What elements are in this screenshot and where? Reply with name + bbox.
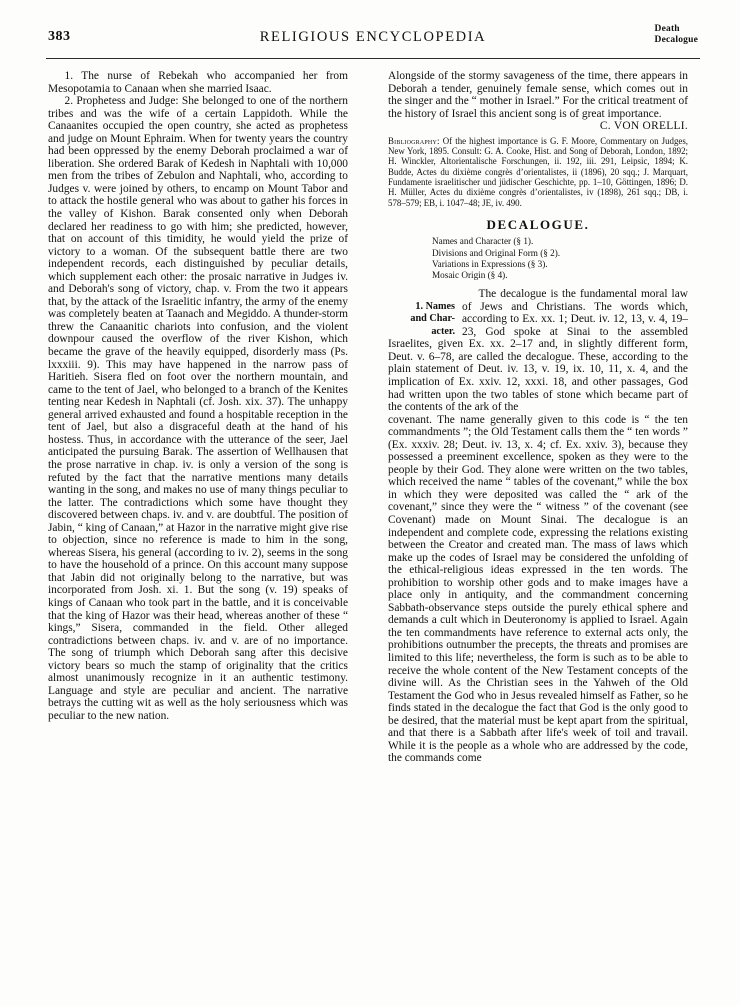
sidenote-line-2: and Char- xyxy=(410,313,455,325)
paragraph-entry-2: 2. Prophetess and Judge: She belonged to one of the northern tribes and was the wife of a certain Lappidoth. While the Canaanites occupied the open country, she acted as prophetess and judge on Mount Ephraim. When for twenty years the country had been oppressed by the enemy Deborah proclaimed a war of liberation. She ordered Barak of Kedesh in Naphtali with 10,000 men from the tribes of Zebulon and Naphtali, who, according to Judges v. were joined by others, to encamp on Mount Tabor and to attack the hostile general who was about to gather his forces in the valley of Kishon. Barak consented only when Deborah declared her readiness to go with him; she predicted, however, that on account of this timidity, he would yield the prize of victory to a woman. Of the subsequent battle there are two independent records, each distinguished by peculiar details, which supplement each other: the prosaic narrative in Judges iv. and Deborah's song of victory, chap. v. From the two it appears that, by the attack of the Israelitic infantry, the army of the enemy was completely beaten at Taanach and Megiddo. A thunder-storm threw the Canaanitic chariots into confusion, and the violent downpour caused the overflow of the river Kishon, which became the grave of the heavily equipped, disorderly mass (Ps. lxxxiii. 9). This may have happened in the narrow pass of Haritieh. Sisera fled on foot over the northern mountain, and came to the tent of Jael, who belonged to a branch of the Kenites tenting near Kedesh in Naphtali (cf. Josh. xix. 37). The unhappy general arrived exhausted and found a hospitable reception in the tent of Jael, but also a disgraceful death at the hand of his hostess. Thus, in accordance with the utterance of the seer, Jael anticipated the pursuing Barak. The assertion of Wellhausen that the prose narrative in chap. iv. is only a version of the song is refuted by the fact that the narrative mentions many details wanting in the song, and makes no use of many things peculiar to the latter. The contradictions which some have thought they discovered between chaps. iv. and v. are doubtful. The position of Jabin, “ king of Canaan,” at Hazor in the narrative might give rise to objection, since no reference is made to him in the song, whereas Sisera, his general (according to iv. 2), seems in the song to have the household of a prince. On this account many suppose that Jabin did not originally belong to the narrative, but was incorporated from Josh. xi. 1. But the song (v. 19) speaks of kings of Canaan who took part in the battle, and it is conceivable that the king of Hazor was their head, whereas another of these “ kings,” Sisera, commanded in the field. Other alleged contradictions between chaps. iv. and v. are of no importance. The song of triumph which Deborah sang after this decisive victory bears so much the stamp of originality that the critics almost unanimously recognize in it an authentic testimony. Language and style are peculiar and ancient. The narrative betrays the cutting wit as well as the holy seriousness which was peculiar to the new nation. xyxy=(48,95,348,722)
article-heading: DECALOGUE. xyxy=(486,216,590,232)
running-head xyxy=(48,26,698,56)
paragraph-decalogue-rest: covenant. The name generally given to this code is “ the ten commandments ”; the Old Testament calls them the “ ten words ” (Ex. xxxiv. 28; Deut. iv. 13, x. 4; cf. Ex. xxiv. 3), because they possessed a preeminent excellence, spoken as they were to the people by their God. They alone were written on the two tables, which received the name “ tables of the covenant,” while the box in which they were deposited was called the “ ark of the covenant,” since they were the “ witness ” of the covenant (see Covenant) made on Mount Sinai. The decalogue is an independent and complete code, expressing the relations existing between the Creator and created man. The mass of laws which make up the codes of Israel may be considered the unfolding of the ethical-religious ideas expressed in the ten words. The prohibition to worship other gods and to make images have a place only in antiquity, and the commandment concerning Sabbath-observance steps outside the purely ethical sphere and demands a cult which in Deuteronomy is applied to Israel. Again the ten commandments have reference to external acts only, the prohibitions outnumber the precepts, the threats and promises are limited to this life; nevertheless, the form is such as to be able to receive the whole content of the New Testament concepts of the divine will. As the Christian sees in the Yahweh of the Old Testament the God who in Jesus revealed himself as Father, so he finds stated in the decalogue the fact that God is the only good to be desired, that the material must be kept apart from the spiritual, and that there is a Sabbath after life's week of toil and travail. While it is the people as a whole who are addressed by the code, the commands come xyxy=(388,413,688,765)
header-rule xyxy=(46,58,700,59)
catchword-second: Decalogue xyxy=(654,34,698,45)
article-outline xyxy=(432,236,688,281)
bibliography-text: Of the highest importance is G. F. Moore, Commentary on Judges, New York, 1895. Consult: G. A. Cooke, Hist. and Song of Deborah, London, 1892; H. Winckler, Altorientalische Forschungen, ii. 192, iii. 291, Leipsic, 1894; K. Budde, Actes du dixième congrès d’orientalistes, ii (1896), 20 sqq.; J. Marquart, Fundamente israelitischer und jüdischer Geschichte, pp. 1–10, Göttingen, 1896; D. H. Müller, Actes du dixième congrès d’orientalistes, iv (1898), 261 sqq.; DB, i. 578–579; EB, i. 1047–48; JE, iv. 490. xyxy=(388,135,688,208)
outline-item-1: Names and Character (§ 1). xyxy=(432,236,534,247)
running-title: RELIGIOUS ENCYCLOPEDIA xyxy=(259,29,487,45)
sidenote-label-1: Names xyxy=(425,300,455,312)
sidenote-number: 1. xyxy=(415,300,424,312)
page-number: 383 xyxy=(48,29,71,44)
right-column xyxy=(388,70,688,988)
sidenote-line-1 xyxy=(388,301,455,314)
bibliography xyxy=(388,136,688,208)
left-column xyxy=(48,70,348,988)
author-signature: C. VON ORELLI. xyxy=(599,120,688,133)
marginal-sidenote xyxy=(388,301,462,339)
catchword-first: Death xyxy=(654,24,680,34)
outline-item-4: Mosaic Origin (§ 4). xyxy=(432,269,508,280)
paragraph-decalogue-intro: The decalogue is the fundamental moral law of Jews and Christians. The words which, according to Ex. xx. 1; Deut. iv. 12, 13, v. 4, 19–23, God spoke at Sinai to the assembled Israelites, given Ex. xx. 2–17 and, in slightly different form, Deut. v. 6–78, are called the decalogue. These, according to the plain statement of Deut. iv. 13, v. 19, ix. 10, 11, x. 4, and the implication of Ex. xxiv. 12, xxxi. 18, and other passages, God had written upon the two tables of stone which became part of the contents of the ark of the xyxy=(388,288,688,414)
catchword-block xyxy=(655,24,698,45)
outline-item-3: Variations in Expressions (§ 3). xyxy=(432,258,548,269)
section-with-sidenote xyxy=(388,288,688,413)
outline-item-2: Divisions and Original Form (§ 2). xyxy=(432,247,561,258)
two-column-body xyxy=(48,70,698,988)
continuation-text: Alongside of the stormy savageness of the time, there appears in Deborah a tender, genuinely female sense, which comes out in the singer and the “ mother in Israel.” For the critical treatment of the history of Israel this ancient song is of great importance. xyxy=(388,70,688,120)
sidenote-line-3: acter. xyxy=(431,325,455,337)
paragraph-continuation xyxy=(388,70,688,133)
bibliography-label: Bibliography: xyxy=(388,135,440,146)
paragraph-entry-1: 1. The nurse of Rebekah who accompanied her from Mesopotamia to Canaan when she married Isaac. xyxy=(48,70,348,95)
